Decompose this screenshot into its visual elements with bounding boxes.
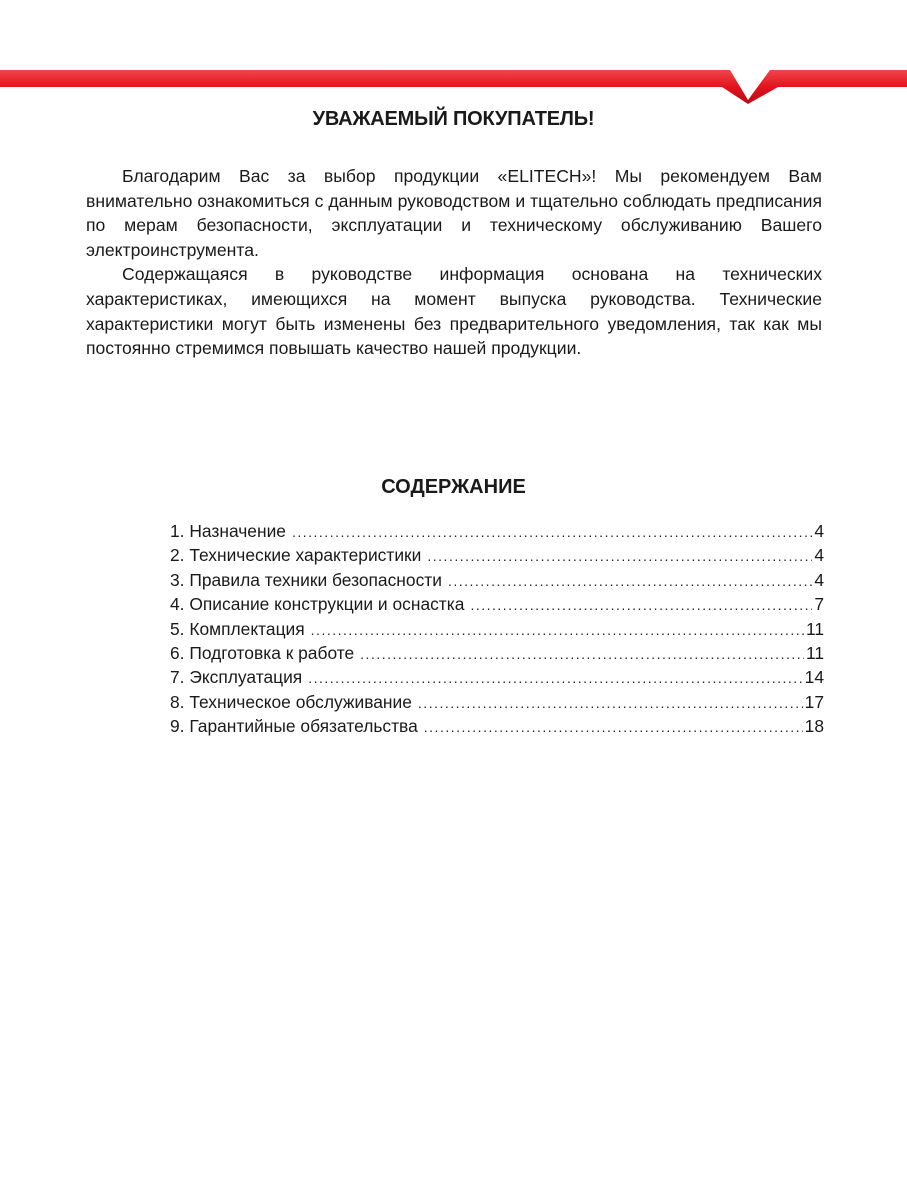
toc-item-label: 2. Технические характеристики <box>170 545 422 566</box>
toc-item-label: 9. Гарантийные обязательства <box>170 716 418 737</box>
toc-item-page: 7 <box>814 594 824 615</box>
toc-item <box>170 521 824 545</box>
toc-item-label: 3. Правила техники безопасности <box>170 569 442 590</box>
toc-item-page: 14 <box>804 667 824 688</box>
header-band <box>0 0 907 110</box>
toc-item-label: 8. Техническое обслуживание <box>170 691 412 712</box>
toc-item-label: 4. Описание конструкции и оснастка <box>170 594 465 615</box>
toc-item-label: 7. Эксплуатация <box>170 667 303 688</box>
red-stripe-graphic <box>0 0 907 110</box>
toc-item <box>170 545 824 569</box>
toc-dot-leader <box>418 695 803 711</box>
toc-item-page: 11 <box>805 642 824 663</box>
toc-item <box>170 716 824 740</box>
toc-dot-leader <box>424 719 803 735</box>
toc-item-page: 4 <box>814 569 824 590</box>
table-of-contents <box>170 521 824 741</box>
red-stripe <box>0 70 907 104</box>
toc-dot-leader <box>427 548 812 564</box>
toc-item <box>170 692 824 716</box>
intro-text <box>86 164 822 361</box>
toc-dot-leader <box>308 670 802 686</box>
intro-paragraph: Содержащаяся в руководстве информация основана на технических характеристиках, имеющихся на момент выпуска руководства. Технические характеристики могут быть изменены без предварительного уведомления, так как мы постоянно стремимся повышать качество нашей продукции. <box>86 264 822 359</box>
toc-item-label: 5. Комплектация <box>170 618 305 639</box>
toc-item-label: 1. Назначение <box>170 521 286 541</box>
toc-item <box>170 570 824 594</box>
toc-item <box>170 619 824 643</box>
toc-item <box>170 667 824 691</box>
toc-item-page: 17 <box>804 691 824 712</box>
toc-item-page: 11 <box>805 618 824 639</box>
toc-title: СОДЕРЖАНИЕ <box>381 476 526 498</box>
toc-item-label: 6. Подготовка к работе <box>170 642 355 663</box>
greeting-title: УВАЖАЕМЫЙ ПОКУПАТЕЛЬ! <box>312 108 595 130</box>
toc-item-page: 4 <box>814 545 824 566</box>
toc-dot-leader <box>292 524 812 540</box>
toc-dot-leader <box>360 646 804 662</box>
toc-dot-leader <box>311 622 804 638</box>
intro-paragraph: Благодарим Вас за выбор продукции «ELITECH»! Мы рекомендуем Вам внимательно ознакомиться с данным руководством и тщательно соблюдать предписания по мерам безопасности, эксплуатации и техническому обслуживанию Вашего электроинструмента. <box>86 166 822 260</box>
toc-item <box>170 594 824 618</box>
toc-dot-leader <box>448 573 812 589</box>
toc-item-page: 4 <box>814 521 824 541</box>
toc-item-page: 18 <box>804 716 824 737</box>
toc-dot-leader <box>470 597 812 613</box>
toc-item <box>170 643 824 667</box>
